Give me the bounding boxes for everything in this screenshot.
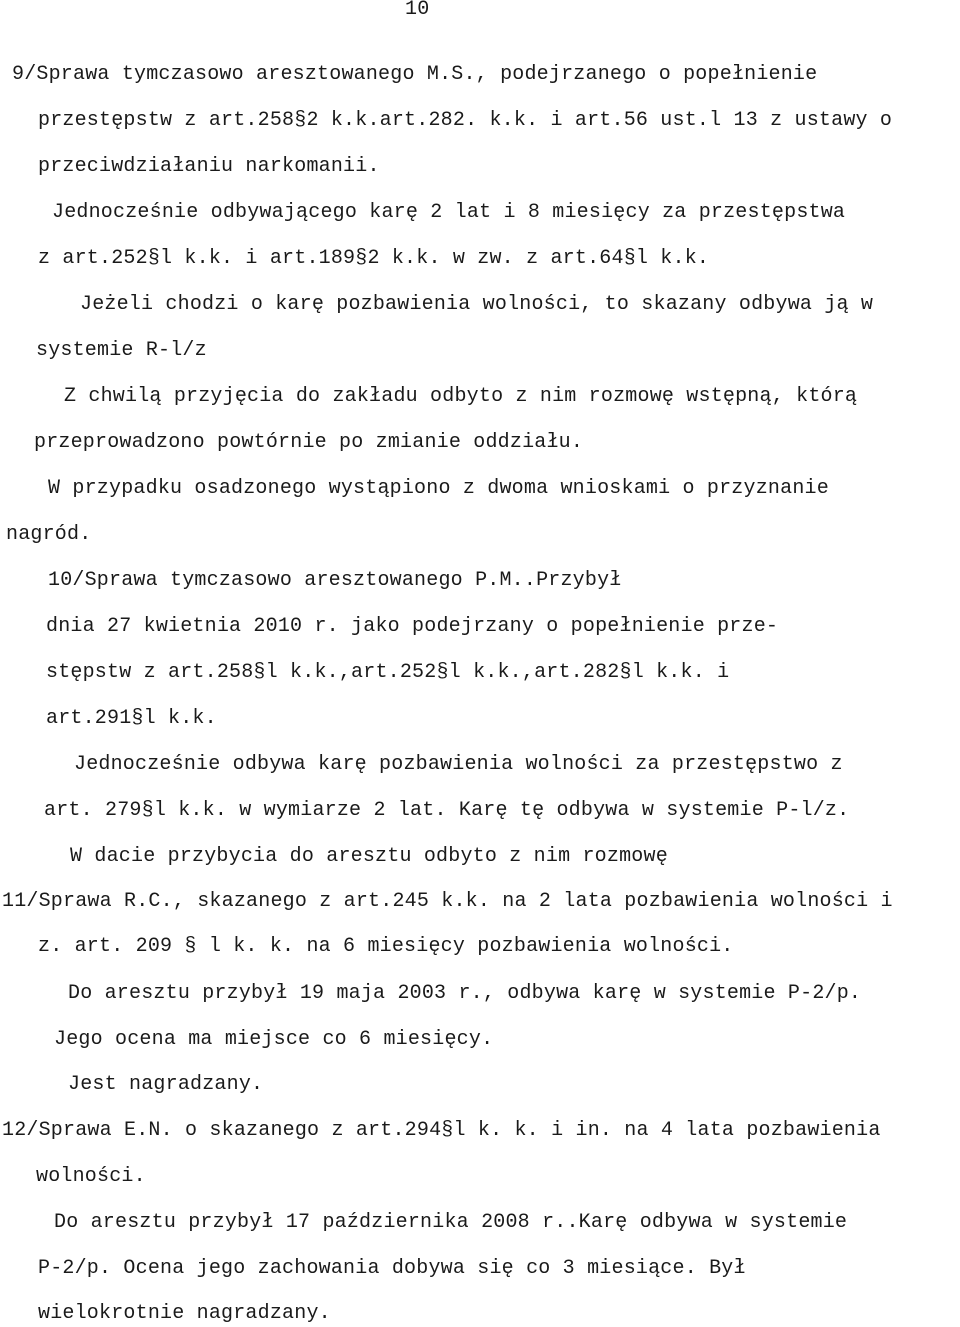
text-line: nagród. bbox=[6, 523, 92, 546]
text-line: systemie R-l/z bbox=[36, 339, 207, 362]
text-line: W przypadku osadzonego wystąpiono z dwoma wnioskami o przyznanie bbox=[48, 477, 829, 500]
text-line: Jednocześnie odbywającego karę 2 lat i 8 miesięcy za przestępstwa bbox=[52, 201, 846, 224]
text-line: 9/Sprawa tymczasowo aresztowanego M.S., podejrzanego o popełnienie bbox=[12, 63, 818, 86]
text-line: stępstw z art.258§l k.k.,art.252§l k.k.,art.282§l k.k. i bbox=[46, 661, 730, 684]
text-line: przeprowadzono powtórnie po zmianie oddziału. bbox=[34, 431, 584, 454]
text-line: P-2/p. Ocena jego zachowania dobywa się co 3 miesiące. Był bbox=[38, 1257, 746, 1280]
text-line: z art.252§l k.k. i art.189§2 k.k. w zw. z art.64§l k.k. bbox=[38, 247, 710, 270]
text-line: z. art. 209 § l k. k. na 6 miesięcy pozbawienia wolności. bbox=[38, 935, 734, 958]
text-line: W dacie przybycia do aresztu odbyto z nim rozmowę bbox=[70, 845, 668, 868]
text-line: 12/Sprawa E.N. o skazanego z art.294§l k. k. i in. na 4 lata pozbawienia bbox=[2, 1119, 881, 1142]
text-line: Do aresztu przybył 19 maja 2003 r., odbywa karę w systemie P-2/p. bbox=[68, 982, 862, 1005]
text-line: Jest nagradzany. bbox=[68, 1073, 264, 1096]
text-line: Do aresztu przybył 17 października 2008 r..Karę odbywa w systemie bbox=[54, 1211, 848, 1234]
text-line: wolności. bbox=[36, 1165, 146, 1188]
text-line: 11/Sprawa R.C., skazanego z art.245 k.k. na 2 lata pozbawienia wolności i bbox=[2, 890, 893, 913]
page-number: 10 bbox=[405, 0, 430, 21]
text-line: Jego ocena ma miejsce co 6 miesięcy. bbox=[54, 1028, 494, 1051]
text-line: 10/Sprawa tymczasowo aresztowanego P.M..Przybył bbox=[48, 569, 622, 592]
text-line: art.291§l k.k. bbox=[46, 707, 217, 730]
text-line: przeciwdziałaniu narkomanii. bbox=[38, 155, 380, 178]
text-line: art. 279§l k.k. w wymiarze 2 lat. Karę tę odbywa w systemie P-l/z. bbox=[44, 799, 850, 822]
text-line: przestępstw z art.258§2 k.k.art.282. k.k. i art.56 ust.l 13 z ustawy o bbox=[38, 109, 893, 132]
text-line: Z chwilą przyjęcia do zakładu odbyto z nim rozmowę wstępną, którą bbox=[64, 385, 858, 408]
text-line: Jednocześnie odbywa karę pozbawienia wolności za przestępstwo z bbox=[74, 753, 843, 776]
text-line: dnia 27 kwietnia 2010 r. jako podejrzany o popełnienie prze- bbox=[46, 615, 779, 638]
text-line: Jeżeli chodzi o karę pozbawienia wolności, to skazany odbywa ją w bbox=[80, 293, 874, 316]
text-line: wielokrotnie nagradzany. bbox=[38, 1302, 331, 1325]
